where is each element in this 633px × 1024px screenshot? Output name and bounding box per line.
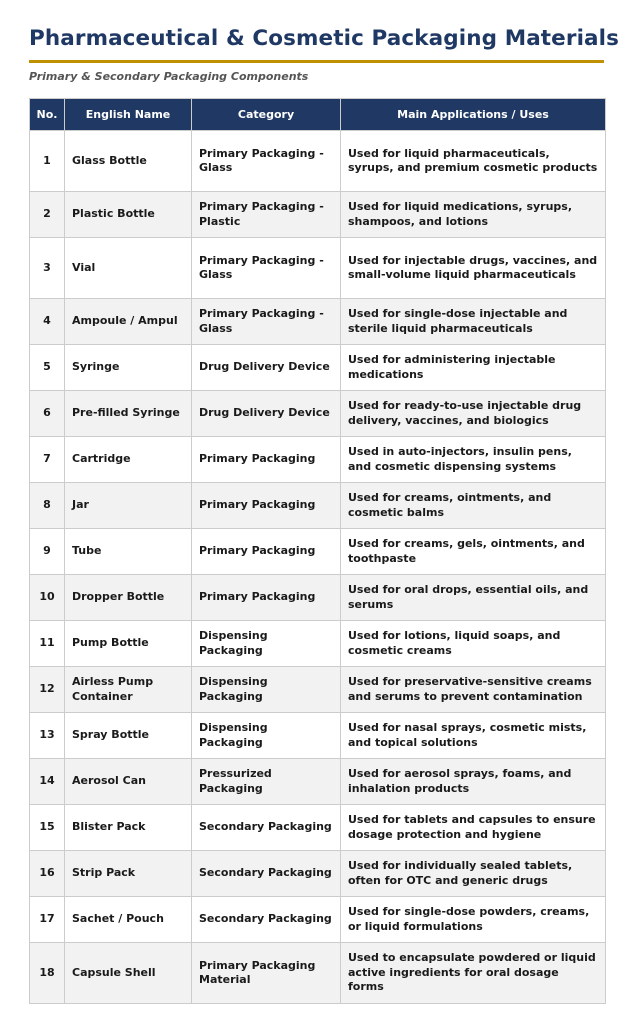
row-number: 5 — [30, 345, 65, 391]
row-number: 15 — [30, 805, 65, 851]
item-name: Glass Bottle — [65, 131, 192, 192]
table-row — [30, 759, 606, 805]
column-header-english-name: English Name — [65, 99, 192, 131]
column-header-category: Category — [192, 99, 341, 131]
row-number: 11 — [30, 621, 65, 667]
table-row — [30, 529, 606, 575]
item-name: Strip Pack — [65, 851, 192, 897]
row-number: 18 — [30, 943, 65, 1004]
item-name: Dropper Bottle — [65, 575, 192, 621]
table-row — [30, 851, 606, 897]
table-row — [30, 713, 606, 759]
row-number: 16 — [30, 851, 65, 897]
item-use: Used for individually sealed tablets, often for OTC and generic drugs — [341, 851, 606, 897]
item-category: Secondary Packaging — [192, 805, 341, 851]
item-use: Used for liquid medications, syrups, shampoos, and lotions — [341, 192, 606, 238]
row-number: 2 — [30, 192, 65, 238]
item-category: Dispensing Packaging — [192, 621, 341, 667]
item-use: Used for liquid pharmaceuticals, syrups, and premium cosmetic products — [341, 131, 606, 192]
column-header-applications: Main Applications / Uses — [341, 99, 606, 131]
item-name: Capsule Shell — [65, 943, 192, 1004]
row-number: 9 — [30, 529, 65, 575]
item-use: Used to encapsulate powdered or liquid active ingredients for oral dosage forms — [341, 943, 606, 1004]
table-body — [30, 131, 606, 1004]
row-number: 7 — [30, 437, 65, 483]
item-name: Cartridge — [65, 437, 192, 483]
table-row — [30, 299, 606, 345]
row-number: 12 — [30, 667, 65, 713]
packaging-table — [29, 98, 606, 1004]
item-name: Vial — [65, 238, 192, 299]
table-row — [30, 805, 606, 851]
item-name: Tube — [65, 529, 192, 575]
item-use: Used for single-dose injectable and sterile liquid pharmaceuticals — [341, 299, 606, 345]
item-name: Pump Bottle — [65, 621, 192, 667]
item-use: Used for aerosol sprays, foams, and inhalation products — [341, 759, 606, 805]
table-row — [30, 483, 606, 529]
item-category: Primary Packaging — [192, 437, 341, 483]
item-name: Aerosol Can — [65, 759, 192, 805]
table-row — [30, 345, 606, 391]
table-row — [30, 238, 606, 299]
item-use: Used for creams, gels, ointments, and toothpaste — [341, 529, 606, 575]
item-use: Used for administering injectable medications — [341, 345, 606, 391]
row-number: 17 — [30, 897, 65, 943]
row-number: 14 — [30, 759, 65, 805]
table-row — [30, 667, 606, 713]
table-header — [30, 99, 606, 131]
table-row — [30, 131, 606, 192]
item-category: Secondary Packaging — [192, 851, 341, 897]
item-name: Plastic Bottle — [65, 192, 192, 238]
item-use: Used for preservative-sensitive creams and serums to prevent contamination — [341, 667, 606, 713]
item-category: Drug Delivery Device — [192, 345, 341, 391]
page-subtitle: Primary & Secondary Packaging Components — [29, 70, 309, 83]
table-row — [30, 897, 606, 943]
item-use: Used for single-dose powders, creams, or liquid formulations — [341, 897, 606, 943]
item-category: Pressurized Packaging — [192, 759, 341, 805]
row-number: 6 — [30, 391, 65, 437]
item-category: Primary Packaging - Plastic — [192, 192, 341, 238]
title-divider — [29, 60, 604, 63]
table-row — [30, 621, 606, 667]
item-name: Jar — [65, 483, 192, 529]
item-category: Drug Delivery Device — [192, 391, 341, 437]
table-row — [30, 192, 606, 238]
column-header-no: No. — [30, 99, 65, 131]
item-category: Primary Packaging - Glass — [192, 238, 341, 299]
item-use: Used for nasal sprays, cosmetic mists, and topical solutions — [341, 713, 606, 759]
item-name: Ampoule / Ampul — [65, 299, 192, 345]
row-number: 1 — [30, 131, 65, 192]
item-use: Used for lotions, liquid soaps, and cosmetic creams — [341, 621, 606, 667]
item-category: Primary Packaging — [192, 529, 341, 575]
table-row — [30, 943, 606, 1004]
row-number: 8 — [30, 483, 65, 529]
item-name: Blister Pack — [65, 805, 192, 851]
row-number: 4 — [30, 299, 65, 345]
item-use: Used in auto-injectors, insulin pens, and cosmetic dispensing systems — [341, 437, 606, 483]
row-number: 3 — [30, 238, 65, 299]
row-number: 13 — [30, 713, 65, 759]
table-row — [30, 437, 606, 483]
item-category: Primary Packaging — [192, 483, 341, 529]
item-name: Sachet / Pouch — [65, 897, 192, 943]
item-use: Used for ready-to-use injectable drug delivery, vaccines, and biologics — [341, 391, 606, 437]
item-category: Dispensing Packaging — [192, 667, 341, 713]
item-category: Primary Packaging - Glass — [192, 131, 341, 192]
item-name: Pre-filled Syringe — [65, 391, 192, 437]
table-row — [30, 391, 606, 437]
item-name: Spray Bottle — [65, 713, 192, 759]
item-category: Primary Packaging - Glass — [192, 299, 341, 345]
row-number: 10 — [30, 575, 65, 621]
item-use: Used for injectable drugs, vaccines, and small-volume liquid pharmaceuticals — [341, 238, 606, 299]
item-category: Primary Packaging Material — [192, 943, 341, 1004]
item-name: Syringe — [65, 345, 192, 391]
page-title: Pharmaceutical & Cosmetic Packaging Materials — [29, 26, 620, 51]
item-name: Airless Pump Container — [65, 667, 192, 713]
item-use: Used for oral drops, essential oils, and serums — [341, 575, 606, 621]
table-row — [30, 575, 606, 621]
item-use: Used for tablets and capsules to ensure dosage protection and hygiene — [341, 805, 606, 851]
item-use: Used for creams, ointments, and cosmetic balms — [341, 483, 606, 529]
item-category: Primary Packaging — [192, 575, 341, 621]
item-category: Dispensing Packaging — [192, 713, 341, 759]
item-category: Secondary Packaging — [192, 897, 341, 943]
